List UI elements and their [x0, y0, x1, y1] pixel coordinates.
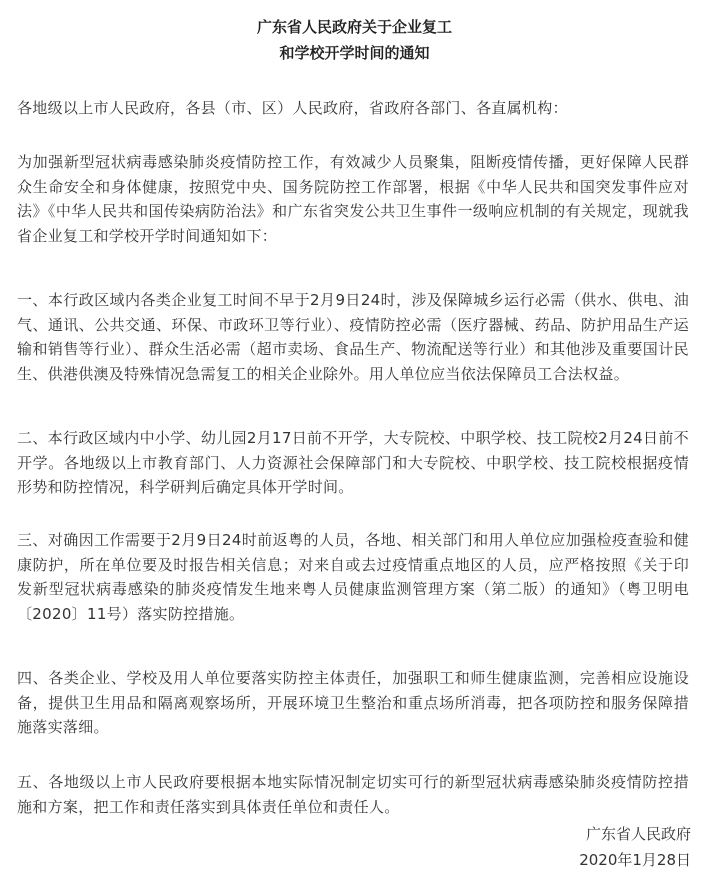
item-3-paragraph: 三、对确因工作需要于2月9日24时前返粤的人员，各地、相关部门和用人单位应加强检疫查验和健康防护，所在单位要及时报告相关信息；对来自或去过疫情重点地区的人员，应严格按照《关于印发新型冠状病毒感染的肺炎疫情发生地来粤人员健康监测管理方案（第二版）的通知》（粤卫明电〔2020〕11号）落实防控措施。 [17, 531, 689, 623]
signature-issuer: 广东省人民政府 [585, 825, 691, 843]
document-title-line-2: 和学校开学时间的通知 [279, 44, 430, 62]
signature-date: 2020年1月28日 [579, 851, 691, 869]
item-5-paragraph: 五、各地级以上市人民政府要根据本地实际情况制定切实可行的新型冠状病毒感染肺炎疫情防控措施和方案，把工作和责任落实到具体责任单位和责任人。 [17, 773, 689, 816]
item-2-paragraph: 二、本行政区域内中小学、幼儿园2月17日前不开学，大专院校、中职学校、技工院校2月24日前不开学。各地级以上市教育部门、人力资源社会保障部门和大专院校、中职学校、技工院校根据疫情形势和防控情况，科学研判后确定具体开学时间。 [17, 429, 689, 496]
document-title-line-1: 广东省人民政府关于企业复工 [256, 18, 452, 36]
salutation: 各地级以上市人民政府，各县（市、区）人民政府，省政府各部门、各直属机构： [17, 99, 568, 117]
item-4-paragraph: 四、各类企业、学校及用人单位要落实防控主体责任，加强职工和师生健康监测，完善相应设施设备，提供卫生用品和隔离观察场所，开展环境卫生整治和重点场所消毒，把各项防控和服务保障措施落实落细。 [17, 669, 689, 736]
item-1-paragraph: 一、本行政区域内各类企业复工时间不早于2月9日24时，涉及保障城乡运行必需（供水、供电、油气、通讯、公共交通、环保、市政环卫等行业）、疫情防控必需（医疗器械、药品、防护用品生产运输和销售等行业）、群众生活必需（超市卖场、食品生产、物流配送等行业）和其他涉及重要国计民生、供港供澳及特殊情况急需复工的相关企业除外。用人单位应当依法保障员工合法权益。 [17, 291, 689, 383]
intro-paragraph: 为加强新型冠状病毒感染肺炎疫情防控工作，有效减少人员聚集，阻断疫情传播，更好保障人民群众生命安全和身体健康，按照党中央、国务院防控工作部署，根据《中华人民共和国突发事件应对法》《中华人民共和国传染病防治法》和广东省突发公共卫生事件一级响应机制的有关规定，现就我省企业复工和学校开学时间通知如下： [17, 153, 689, 245]
